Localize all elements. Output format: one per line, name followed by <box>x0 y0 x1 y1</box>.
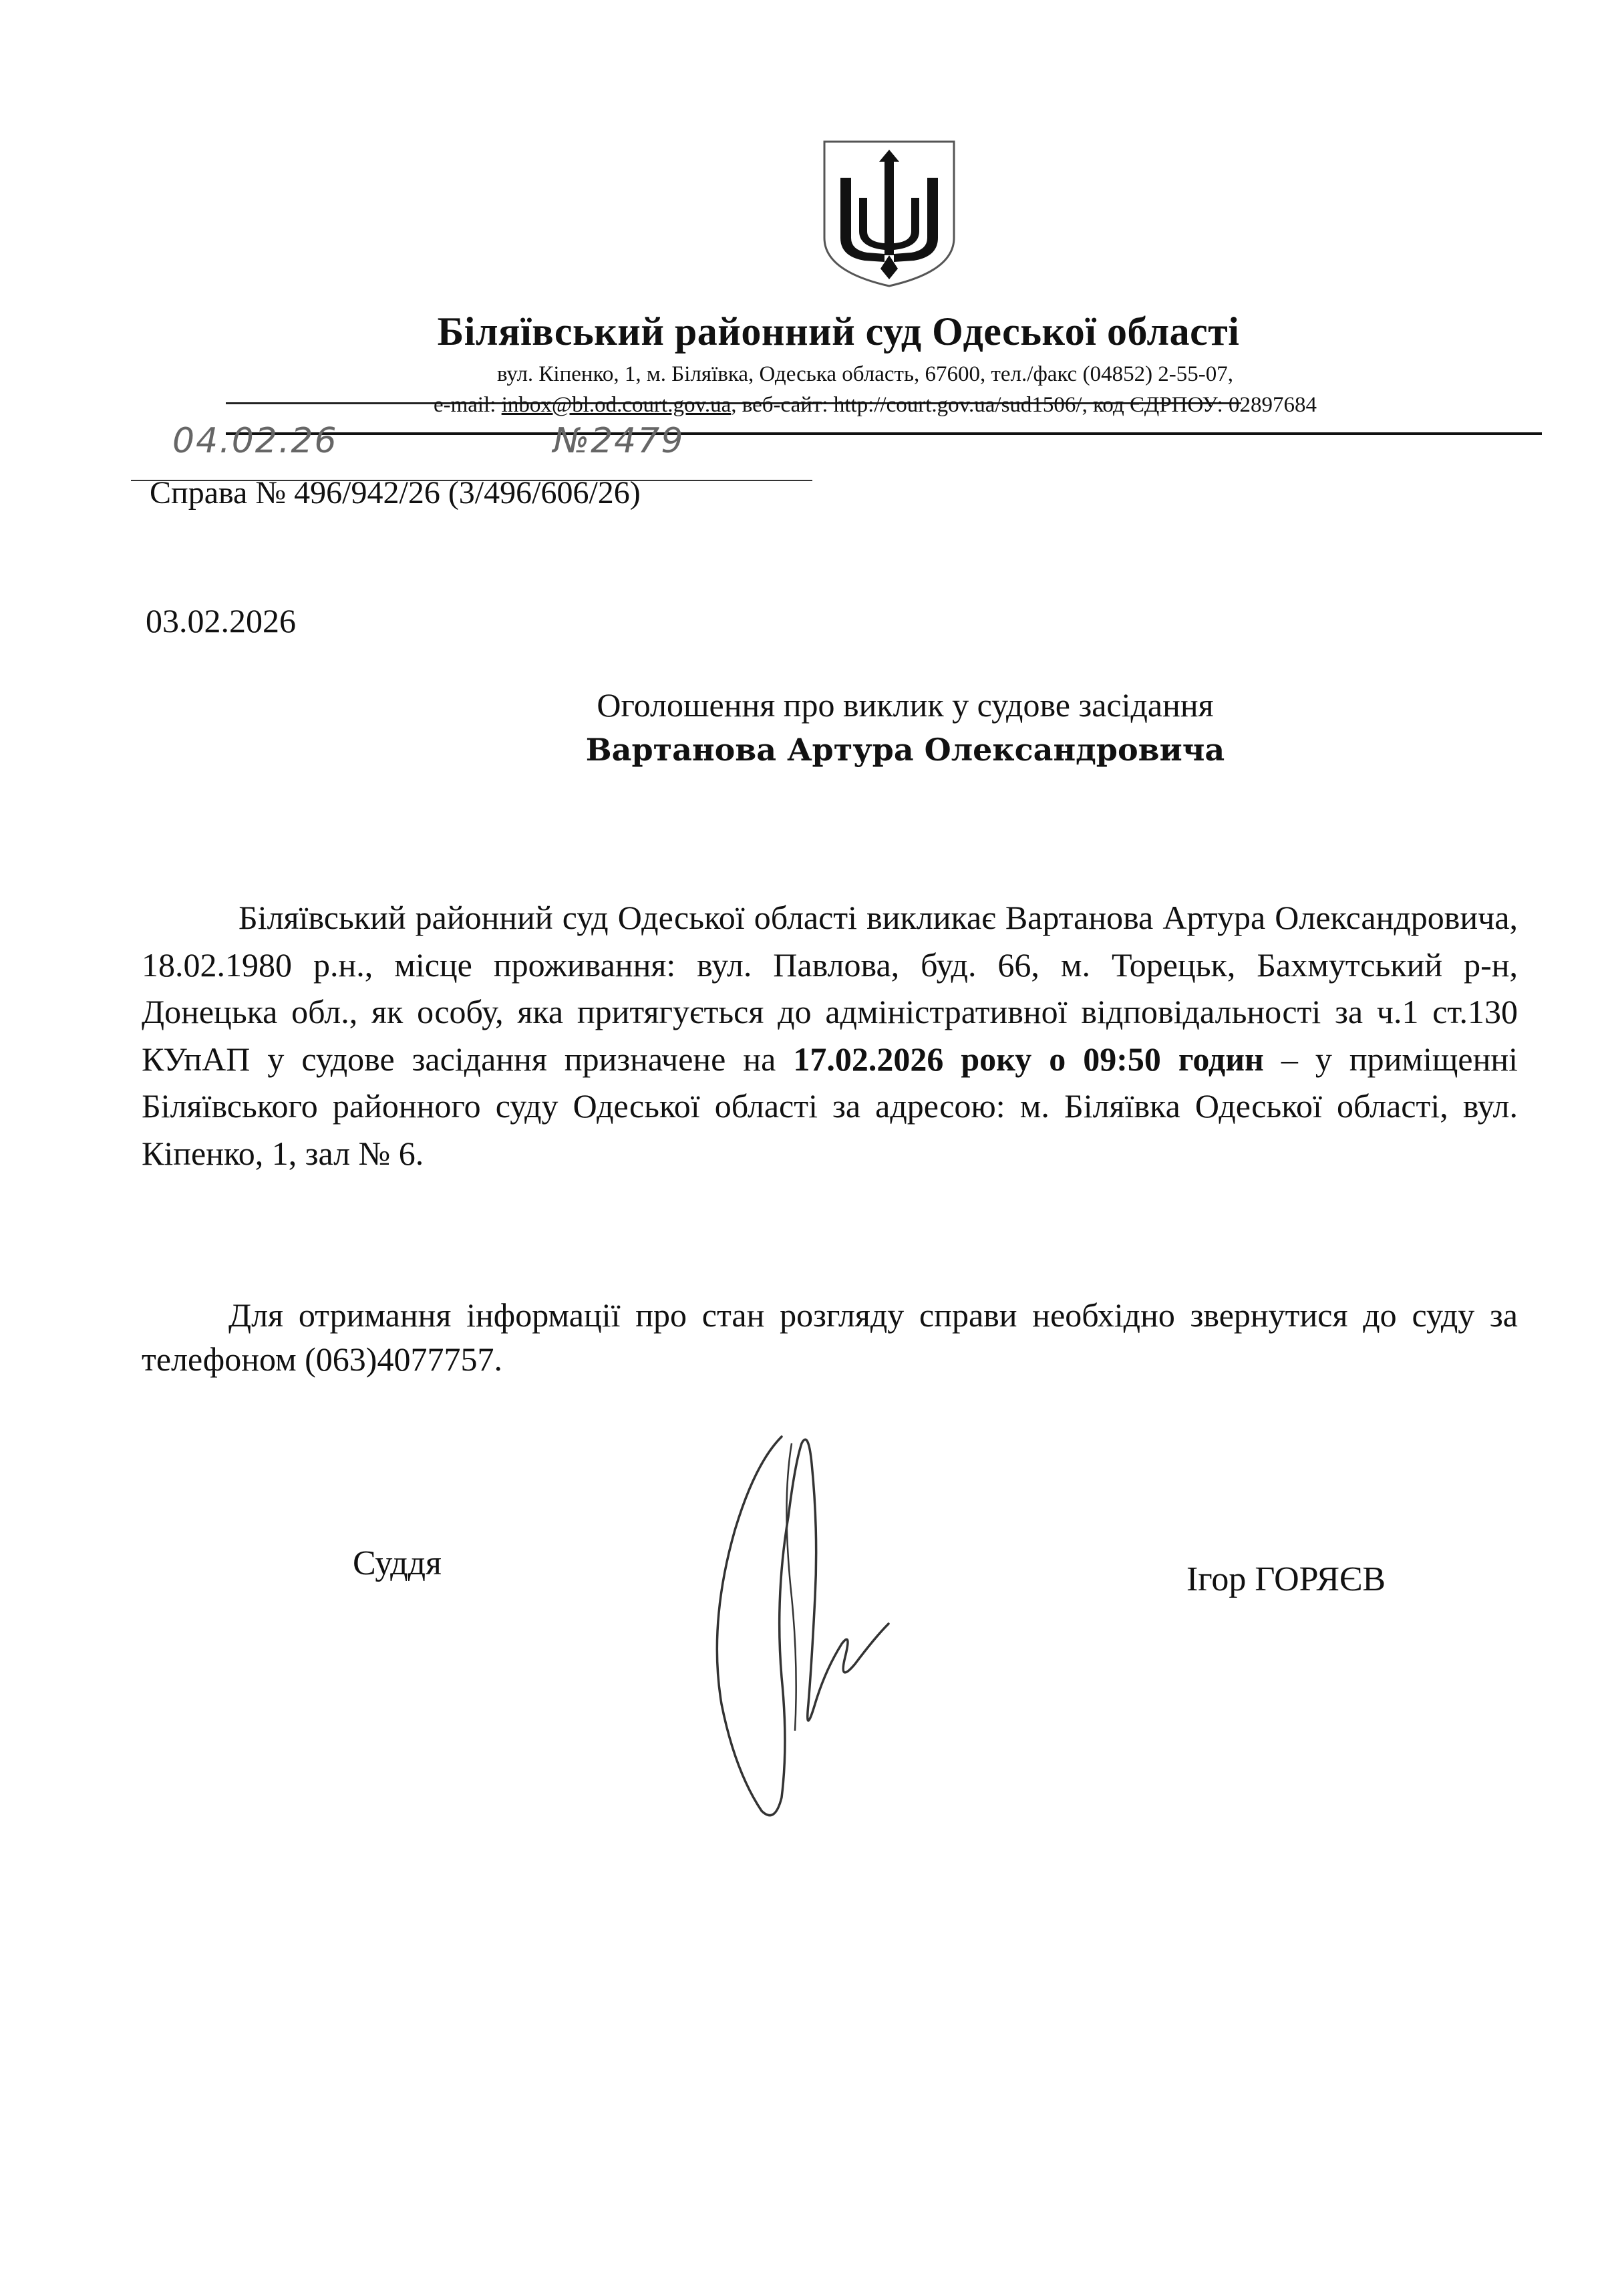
handwritten-registration-date: 04.02.26 <box>172 421 338 461</box>
court-name: Біляївський районний суд Одеської області <box>437 309 1240 353</box>
court-address: вул. Кіпенко, 1, м. Біляївка, Одеська область, 67600, тел./факс (04852) 2-55-07, <box>496 362 1234 386</box>
summons-text-start: Біляївський районний суд Одеської області викликає Вартанова Артура Олександровича, 18.02.1980 р.н., місце проживання: вул. Павлова, буд. 66, м. Торецьк, Бахмутський р-н, Донецька обл., як особу, яка притягується до адміністративної відповідальності за ч.1 ст.130 КУпАП у судове засідання призначене на <box>142 899 1518 1078</box>
notice-title: Оголошення про виклик у судове засідання <box>597 686 1214 724</box>
case-number: Справа № 496/942/26 (3/496/606/26) <box>150 475 641 511</box>
info-paragraph: Для отримання інформації про стан розгляду справи необхідно звернутися до суду за телефоном (063)4077757. <box>142 1296 1518 1378</box>
summoned-person: Вартанова Артура Олександровича <box>585 732 1225 768</box>
coat-of-arms-icon <box>820 138 958 289</box>
judge-name: Ігор ГОРЯЄВ <box>1186 1560 1386 1598</box>
header-divider-bottom <box>226 432 1542 435</box>
website-and-code: , веб-сайт: http://court.gov.ua/sud1506/, код ЄДРПОУ: 02897684 <box>731 393 1317 417</box>
signature-title: Суддя <box>353 1544 442 1582</box>
email-label: e-mail: <box>433 393 502 417</box>
hearing-datetime: 17.02.2026 року о 09:50 годин <box>793 1040 1264 1078</box>
handwritten-signature <box>681 1423 909 1824</box>
document-date: 03.02.2026 <box>146 602 296 639</box>
summons-text-end: – у приміщенні Біляївського районного суду Одеської області за адресою: м. Біляївка Одеської області, вул. Кіпенко, 1, зал № 6. <box>142 1040 1518 1172</box>
court-contacts <box>294 393 1456 418</box>
summons-paragraph <box>142 894 1518 1177</box>
handwritten-registration-number: №2479 <box>553 421 685 461</box>
email-link[interactable]: inbox@bl.od.court.gov.ua <box>501 393 732 417</box>
